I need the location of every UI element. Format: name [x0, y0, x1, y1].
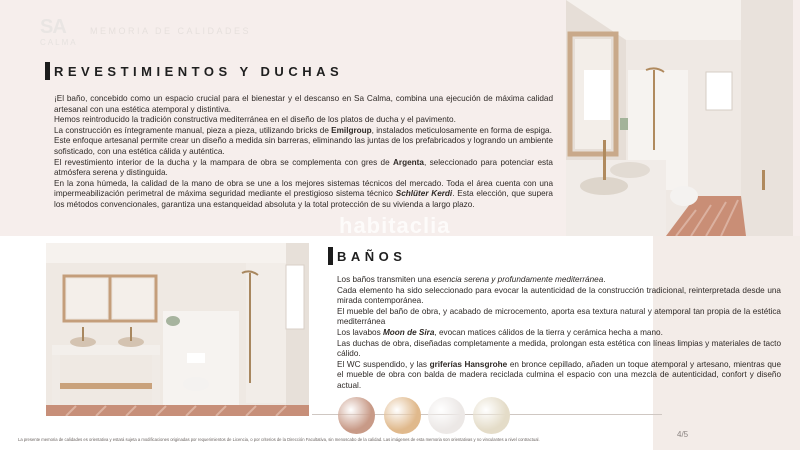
text-run: griferías Hansgrohe: [429, 359, 508, 369]
paragraph: [54, 136, 553, 157]
section-title-bar: [45, 62, 50, 80]
text-run: Cada elemento ha sido seleccionado para evocar la autenticidad de la construcción tradicional, reinterpretada desde una mirada contemporánea.: [337, 285, 781, 306]
paragraph: [54, 158, 553, 179]
logo-wordmark: CALMA: [40, 38, 78, 47]
text-run: La construcción es íntegramente manual, pieza a pieza, utilizando bricks de: [54, 125, 332, 135]
paragraph: [337, 328, 781, 339]
text-run: Moon de Sira: [382, 327, 435, 337]
paragraph: [337, 360, 781, 392]
text-run: Hemos reintroducido la tradición constructiva mediterránea en el diseño de los platos de ducha y el pavimento.: [54, 115, 456, 125]
text-run: en bronce cepillado, añaden un toque atemporal y artesano, mientras que el mueble de obra con balda de madera reciclada culmina el espacio con una mezcla de autenticidad, confort y diseño actual.: [337, 359, 781, 390]
section-body-revestimientos: [54, 94, 553, 211]
text-run: ¡El baño, concebido como un espacio crucial para el bienestar y el descanso en Sa Calma, combina una ejecución de máxima calidad artesanal con una estética atemporal y distintiva.: [54, 94, 553, 114]
section-body-banos: [337, 275, 781, 392]
paragraph: [337, 286, 781, 307]
section-title-revestimientos: REVESTIMIENTOS Y DUCHAS: [54, 64, 344, 79]
text-run: . Esta elección, que supera los métodos convencionales, garantiza una estanqueidad absoluta y la total protección de su vivienda a largo plazo.: [54, 189, 553, 209]
text-run: , instalados meticulosamente en forma de espiga.: [371, 125, 552, 135]
swatch-herringbone-brick: [338, 397, 375, 434]
paragraph: [337, 307, 781, 328]
paragraph: [54, 94, 553, 115]
text-run: esencia serena y profundamente mediterránea: [433, 275, 604, 284]
section-title-banos: BAÑOS: [337, 249, 407, 264]
swatch-microcement: [473, 397, 510, 434]
text-run: Los lavabos: [337, 327, 383, 337]
shower-photo: [566, 0, 793, 236]
text-run: En la zona húmeda, la calidad de la mano de obra se une a los mejores sistemas técnicos del mercado. Toda el área cuenta con una impermeabilización perimetral de máxima seguridad mediante el prestigioso sistema técnico: [54, 178, 553, 199]
text-run: , evocan matices cálidos de la tierra y cerámica hecha a mano.: [434, 327, 663, 337]
section-title-bar: [328, 247, 333, 265]
text-run: Schlüter Kerdi: [395, 189, 453, 199]
paragraph: [337, 339, 781, 360]
paragraph: [54, 179, 553, 211]
swatch-white-gres: [428, 397, 465, 434]
text-run: Argenta: [393, 157, 424, 167]
text-run: El WC suspendido, y las: [337, 359, 430, 369]
text-run: Este enfoque artesanal permite crear un diseño a medida sin barreras, eliminando las juntas de los prefabricados y logrando un ambiente sofisticado, con una estética cálida y auténtica.: [54, 136, 553, 156]
bathroom-photo: [46, 243, 309, 416]
text-run: Emilgroup: [331, 125, 372, 135]
text-run: El mueble del baño de obra, y acabado de microcemento, aporta esa textura natural y atemporal tan propia de la estética mediterránea: [337, 306, 781, 327]
paragraph: [337, 275, 781, 286]
logo-mark: SA: [40, 16, 66, 38]
text-run: , seleccionado para potenciar esta atmósfera serena y distinguida.: [54, 157, 553, 178]
page-number: 4/5: [677, 430, 689, 439]
legal-footnote: La presente memoria de calidades es orientativa y estará sujeta a modificaciones originadas por requerimientos de Licencia, o por criterios de la Dirección Facultativa, sin menoscabo de la calidad. Las imágenes de esta memoria son orientativas y no vinculantes a nivel contractual.: [18, 437, 540, 442]
swatch-terracotta-sink: [384, 397, 421, 434]
text-run: Las duchas de obra, diseñadas completamente a medida, prolongan esta estética con líneas limpias y materiales de tacto cálido.: [337, 338, 781, 359]
paragraph: [54, 115, 553, 126]
brand-logo: [40, 16, 80, 50]
text-run: Los baños transmiten una: [337, 275, 434, 284]
text-run: El revestimiento interior de la ducha y la mampara de obra se complementa con gres de: [54, 157, 394, 167]
document-header-label: MEMORIA DE CALIDADES: [90, 26, 252, 36]
paragraph: [54, 126, 553, 137]
text-run: .: [603, 275, 606, 284]
habitaclia-watermark: habitaclia: [339, 213, 451, 238]
